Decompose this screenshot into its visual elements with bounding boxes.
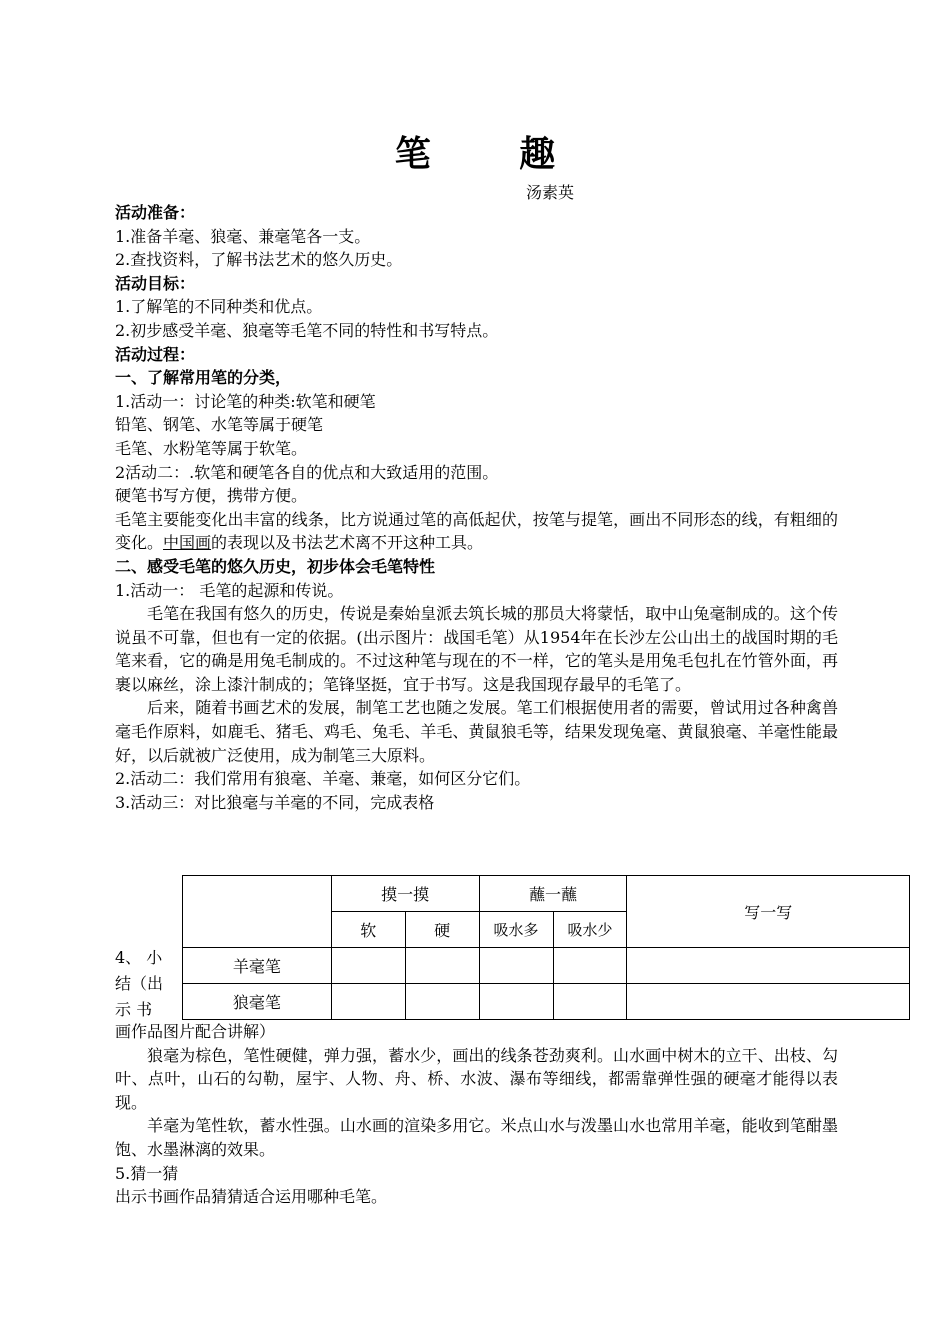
- part1-line: 1.活动一：讨论笔的种类:软笔和硬笔: [115, 391, 376, 411]
- goal-item: 1.了解笔的不同种类和优点。: [115, 297, 323, 317]
- goat-paragraph: 羊毫为笔性软，蓄水性强。山水画的渲染多用它。米点山水与泼墨山水也常用羊毫，能收到笔酣墨饱、水墨淋漓的效果。: [115, 1116, 838, 1159]
- table-corner-cell: [183, 876, 332, 948]
- part2-activity1: 1.活动一： 毛笔的起源和传说。: [115, 580, 344, 600]
- dip-header: 蘸一蘸: [479, 876, 627, 912]
- brush-para-text: 毛笔主要能变化出丰富的线条，比方说通过笔的高低起伏，按笔与提笔，画出不同形态的线，有粗细的变化。: [115, 509, 838, 553]
- write-header: 写一写: [627, 876, 910, 948]
- table-cell[interactable]: [627, 948, 910, 984]
- row-label-wolf: 狼毫笔: [183, 984, 332, 1020]
- side-note-line: 4、 小: [115, 948, 163, 967]
- summary-tail: 画作品图片配合讲解）: [115, 1022, 276, 1041]
- document-body: [115, 201, 838, 814]
- prep-item: 2.查找资料，了解书法艺术的悠久历史。: [115, 250, 403, 270]
- materials-paragraph: 后来，随着书画艺术的发展，制笔工艺也随之发展。笔工们根据使用者的需要，曾试用过各种禽兽毫毛作原料，如鹿毛、猪毛、鸡毛、兔毛、羊毛、黄鼠狼毛等，结果发现兔毫、黄鼠狼毫、羊毫性能最好，以后就被广泛使用，成为制笔三大原料。: [115, 698, 838, 765]
- prep-heading: 活动准备：: [115, 203, 196, 222]
- touch-header: 摸一摸: [331, 876, 479, 912]
- process-heading: 活动过程：: [115, 344, 196, 364]
- part2-activity3: 3.活动三：对比狼毫与羊毫的不同，完成表格: [115, 792, 435, 812]
- goal-item: 2.初步感受羊毫、狼毫等毛笔不同的特性和书写特点。: [115, 320, 499, 340]
- absorb-more-header: 吸水多: [479, 912, 553, 948]
- table-cell[interactable]: [405, 984, 479, 1020]
- table-cell[interactable]: [553, 948, 627, 984]
- author: 汤素英: [526, 183, 575, 202]
- row-label-goat: 羊毫笔: [183, 948, 332, 984]
- soft-header: 软: [331, 912, 405, 948]
- guess-text: 出示书画作品猜猜适合运用哪种毛笔。: [115, 1187, 388, 1207]
- side-note-line: 示 书: [115, 1000, 153, 1019]
- table-cell[interactable]: [331, 984, 405, 1020]
- hard-header: 硬: [405, 912, 479, 948]
- page-title: 笔 趣: [394, 134, 594, 175]
- history-paragraph: 毛笔在我国有悠久的历史，传说是秦始皇派去筑长城的那员大将蒙恬，取中山兔毫制成的。这个传说虽不可靠，但也有一定的依据。(出示图片：战国毛笔）从1954年在长沙左公山出土的战国时期的毛笔来看，它的确是用兔毛制成的。不过这种笔与现在的不一样，它的笔头是用兔毛包扎在竹管外面，再裹以麻丝，涂上漆汁制成的；笔锋坚挺，宜于书写。这是我国现存最早的毛笔了。: [115, 604, 838, 694]
- part1-line: 2活动二：.软笔和硬笔各自的优点和大致适用的范围。: [115, 462, 499, 482]
- part1-line: 毛笔、水粉笔等属于软笔。: [115, 438, 308, 458]
- table-cell[interactable]: [479, 984, 553, 1020]
- document-body-after-table: [115, 1020, 838, 1209]
- summary-side-note: [115, 945, 183, 1023]
- brush-para-text-end: 的表现以及书法艺术离不开这种工具。: [211, 533, 484, 553]
- brush-paragraph: [115, 508, 838, 555]
- chinese-painting-link[interactable]: 中国画: [163, 533, 212, 553]
- part1-heading: 一、了解常用笔的分类，: [115, 368, 292, 388]
- prep-item: 1.准备羊毫、狼毫、兼毫笔各一支。: [115, 226, 371, 246]
- part1-line: 硬笔书写方便，携带方便。: [115, 486, 308, 506]
- goals-heading: 活动目标：: [115, 273, 196, 293]
- table-cell[interactable]: [627, 984, 910, 1020]
- table-cell[interactable]: [405, 948, 479, 984]
- table-cell[interactable]: [479, 948, 553, 984]
- guess-heading: 5.猜一猜: [115, 1163, 179, 1183]
- table-cell[interactable]: [331, 948, 405, 984]
- part2-activity2: 2.活动二：我们常用有狼毫、羊毫、兼毫，如何区分它们。: [115, 769, 531, 789]
- part1-line: 铅笔、钢笔、水笔等属于硬笔: [115, 415, 324, 435]
- side-note-line: 结（出: [115, 974, 164, 993]
- part2-heading: 二、感受毛笔的悠久历史，初步体会毛笔特性: [115, 556, 436, 576]
- wolf-paragraph: 狼毫为棕色，笔性硬健，弹力强，蓄水少，画出的线条苍劲爽利。山水画中树木的立干、出枝、勾叶、点叶，山石的勾勒，屋宇、人物、舟、桥、水波、瀑布等细线，都需靠弹性强的硬毫才能得以表现。: [115, 1045, 838, 1112]
- table-row: [183, 948, 910, 984]
- table-row: [183, 984, 910, 1020]
- comparison-table: [182, 875, 910, 1020]
- table-cell[interactable]: [553, 984, 627, 1020]
- absorb-less-header: 吸水少: [553, 912, 627, 948]
